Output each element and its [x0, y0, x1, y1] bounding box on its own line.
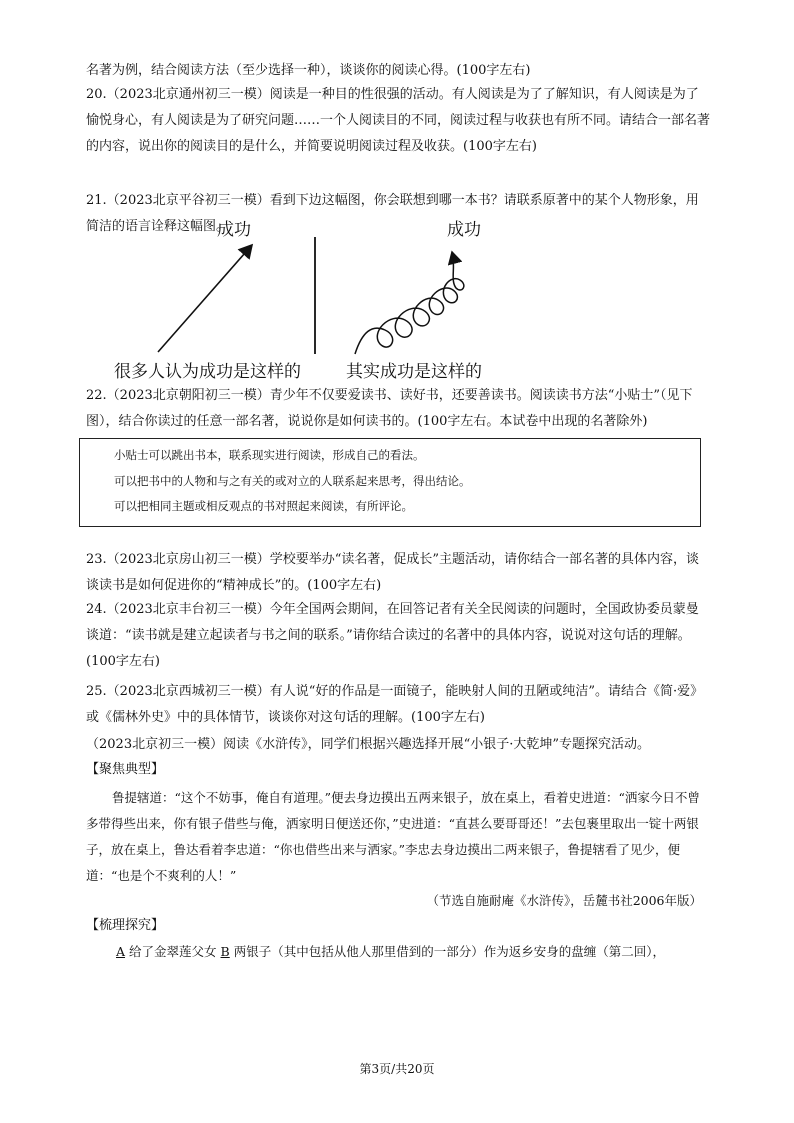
blank-b: B	[220, 944, 230, 959]
question-20: 20.（2023北京通州初三一模）阅读是一种目的性很强的活动。有人阅读是为了了解知识，有人阅读是为了愉悦身心，有人阅读是为了研究问题……一个人阅读目的不同，阅读过程与收获也有所不同。请结合一部名著的内容，说出你的阅读目的是什么，并简要说明阅读过程及收获。(100字左右)	[86, 87, 711, 154]
left-caption: 很多人认为成功是这样的	[114, 362, 301, 382]
page-footer: 第3页/共20页	[359, 1062, 435, 1076]
straight-arrow	[158, 245, 252, 352]
success-figure	[100, 212, 620, 382]
blank-tail-text: 两银子（其中包括从他人那里借到的一部分）作为返乡安身的盘缠（第二回），	[233, 944, 665, 959]
section-focus-heading: 【聚焦典型】	[86, 762, 165, 777]
question-23: 23.（2023北京房山初三一模）学校要举办“读名著，促成长”主题活动，请你结合一部名著的具体内容，谈谈读书是如何促进你的“精神成长”的。(100字左右)	[86, 552, 700, 593]
spiral-arrow	[355, 252, 464, 354]
tip-line-3: 可以把相同主题或相反观点的书对照起来阅读，有所评论。	[114, 499, 413, 513]
question-25: 25.（2023北京西城初三一模）有人说“好的作品是一面镜子，能映射人间的丑陋或纯洁”。请结合《简·爱》或《儒林外史》中的具体情节，谈谈你对这句话的理解。(100字左右)	[86, 684, 704, 725]
right-success-label: 成功	[447, 220, 481, 240]
question-26-intro: （2023北京初三一模）阅读《水浒传》，同学们根据兴趣选择开展“小银子·大乾坤”专题探究活动。	[86, 737, 651, 752]
q19-tail: 名著为例，结合阅读方法（至少选择一种），谈谈你的阅读心得。(100字左右)	[86, 63, 531, 78]
question-21: 21.（2023北京平谷初三一模）看到下边这幅图，你会联想到哪一本书？请联系原著中的某个人物形象，用简洁的语言诠释这幅图。	[86, 193, 699, 234]
blank-a: A	[116, 944, 126, 959]
question-22: 22.（2023北京朝阳初三一模）青少年不仅要爱读书、读好书，还要善读书。阅读读书方法“小贴士”（见下图），结合你读过的任意一部名著，说说你是如何读书的。(100字左右。本试卷中出现的名著除外)	[86, 388, 693, 429]
tip-line-2: 可以把书中的人物和与之有关的或对立的人联系起来思考，得出结论。	[114, 474, 471, 488]
tip-line-1: 小贴士可以跳出书本，联系现实进行阅读，形成自己的看法。	[114, 448, 425, 462]
excerpt-paragraph: 鲁提辖道：“这个不妨事，俺自有道理。”便去身边摸出五两来银子，放在桌上，看着史进道：“洒家今日不曾多带得些出来，你有银子借些与俺，洒家明日便送还你，”史进道：“直甚么要哥哥还！”去包裹里取出一锭十两银子，放在桌上，鲁达看着李忠道：“你也借些出来与洒家。”李忠去身边摸出二两来银子，鲁提辖看了见少，便道：“也是个不爽利的人！”	[86, 790, 700, 883]
question-24: 24.（2023北京丰台初三一模）今年全国两会期间，在回答记者有关全民阅读的问题时，全国政协委员蒙曼谈道：“读书就是建立起读者与书之间的联系。”请你结合读过的名著中的具体内容，说说对这句话的理解。(100字左右)	[86, 602, 699, 669]
blank-mid-text: 给了金翠莲父女	[129, 944, 217, 959]
section-explore-heading: 【梳理探究】	[86, 918, 165, 933]
right-caption: 其实成功是这样的	[346, 362, 482, 382]
left-success-label: 成功	[217, 220, 251, 240]
blank-sentence	[112, 943, 665, 961]
excerpt-source: （节选自施耐庵《水浒传》，岳麓书社2006年版）	[426, 893, 702, 908]
